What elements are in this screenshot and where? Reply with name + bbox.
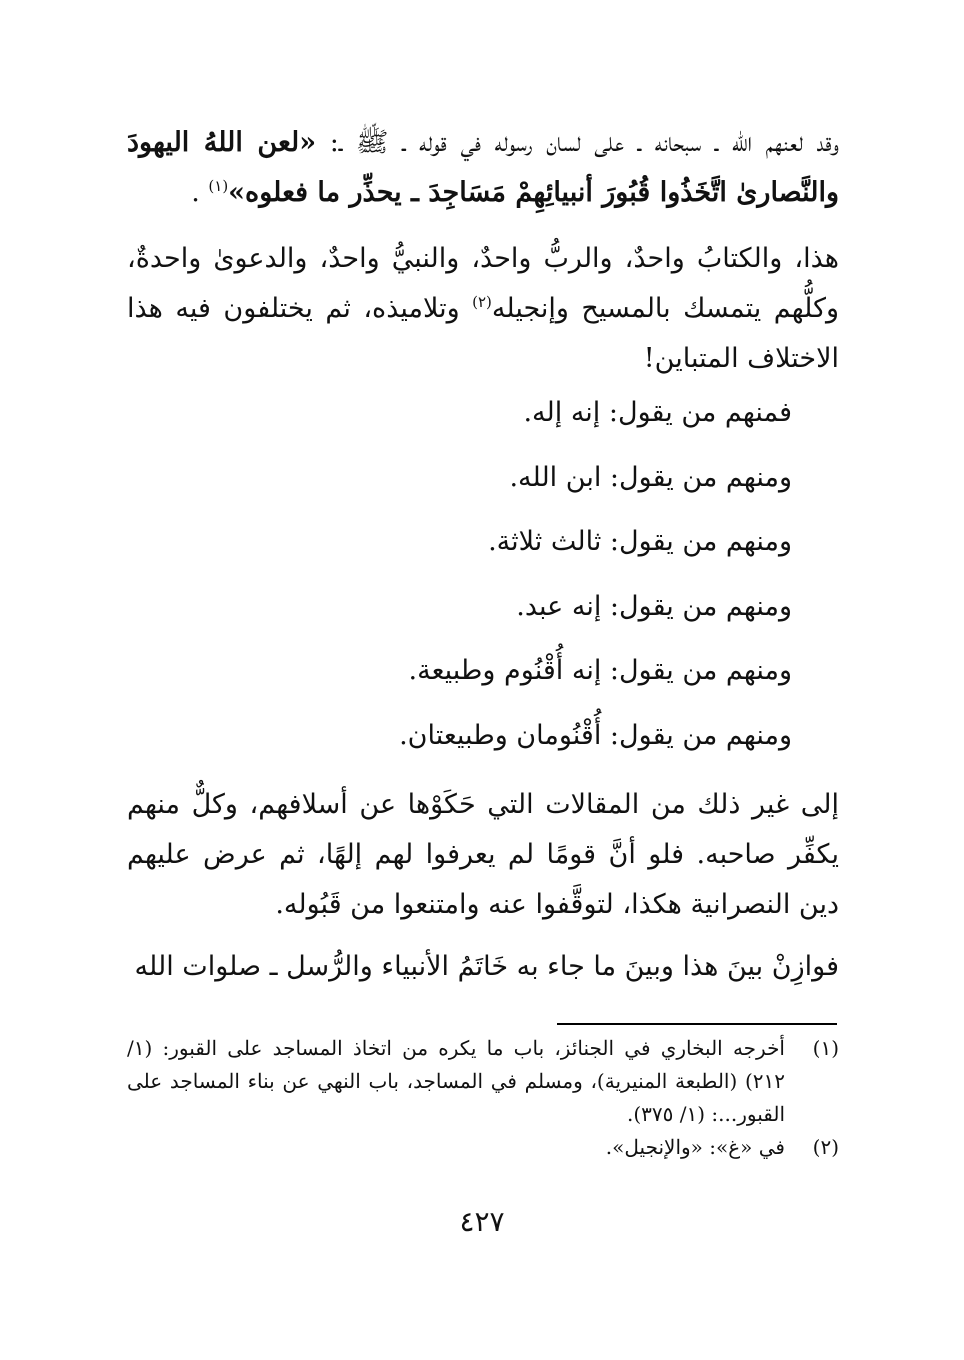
paragraph-lead: وقد لعنهم الله ـ سبحانه ـ على لسان رسوله في قوله ـ ﷺ ـ: [316,127,839,158]
footnote-number: (١) [812,1036,839,1060]
saying-item: ومنهم من يقول: إنه عبد. [516,590,792,622]
paragraph-differences [127,234,839,384]
paragraph-compare: فوازِنْ بينَ هذا وبينَ ما جاء به خَاتَمُ الأنبياء والرُّسل ـ صلوات الله [134,951,839,982]
hadith-quote: «لعن اللهُ اليهودَ والنَّصارىٰ اتَّخَذُوا قُبُورَ أنبيائِهِمْ مَسَاجِدَ ـ يحذِّر ما فعلوه» [127,127,839,208]
page-number: ٤٢٧ [459,1205,505,1238]
saying-item: ومنهم من يقول: ابن الله. [509,461,792,493]
paragraph-text-b: وتلاميذه، ثم يختلفون فيه هذا الاختلاف المتباين! [127,293,839,374]
footnote-ref-2: (٢) [472,293,492,311]
saying-item: فمنهم من يقول: إنه إله. [523,397,792,428]
footnotes [127,1032,839,1164]
footnote-ref-1: (١) [208,177,229,195]
saying-item: ومنهم من يقول: ثالث ثلاثة. [488,526,792,557]
footnote-separator [557,1023,837,1025]
paragraph-curse-hadith [127,118,839,218]
paragraph-text-a: هذا، والكتابُ واحدٌ، والربُّ واحدٌ، والنبيُّ واحدٌ، والدعوىٰ واحدةٌ، وكلُّهم يتمسك بالمسيح وإنجيله [127,243,840,324]
saying-item: ومنهم من يقول: أُقْنُومان وطبيعتان. [399,719,792,751]
sayings-list [192,388,792,775]
footnote-item [127,1131,839,1164]
paragraph-end: . [191,177,209,208]
footnote-item [127,1032,839,1131]
paragraph-other-sayings: إلى غير ذلك من المقالات التي حَكَوْها عن أسلافهم، وكلٌّ منهم يكفِّر صاحبه. فلو أنَّ قومًا لم يعرفوا لهم إلهًا، ثم عرض عليهم دين النصرانية هكذا، لتوقَّفوا عنه وامتنعوا من قَبُوله. [127,789,839,920]
footnote-text: أخرجه البخاري في الجنائز، باب ما يكره من اتخاذ المساجد على القبور: (١/ ٢١٢) (الطبعة المنيرية)، ومسلم في المساجد، باب النهي عن بناء المساجد على القبور...: (١/ ٣٧٥). [127,1036,785,1126]
saying-item: ومنهم من يقول: إنه أُقْنُوم وطبيعة. [408,655,792,686]
footnote-text: في «غ»: «والإنجيل». [605,1135,785,1159]
footnote-number: (٢) [812,1135,839,1159]
